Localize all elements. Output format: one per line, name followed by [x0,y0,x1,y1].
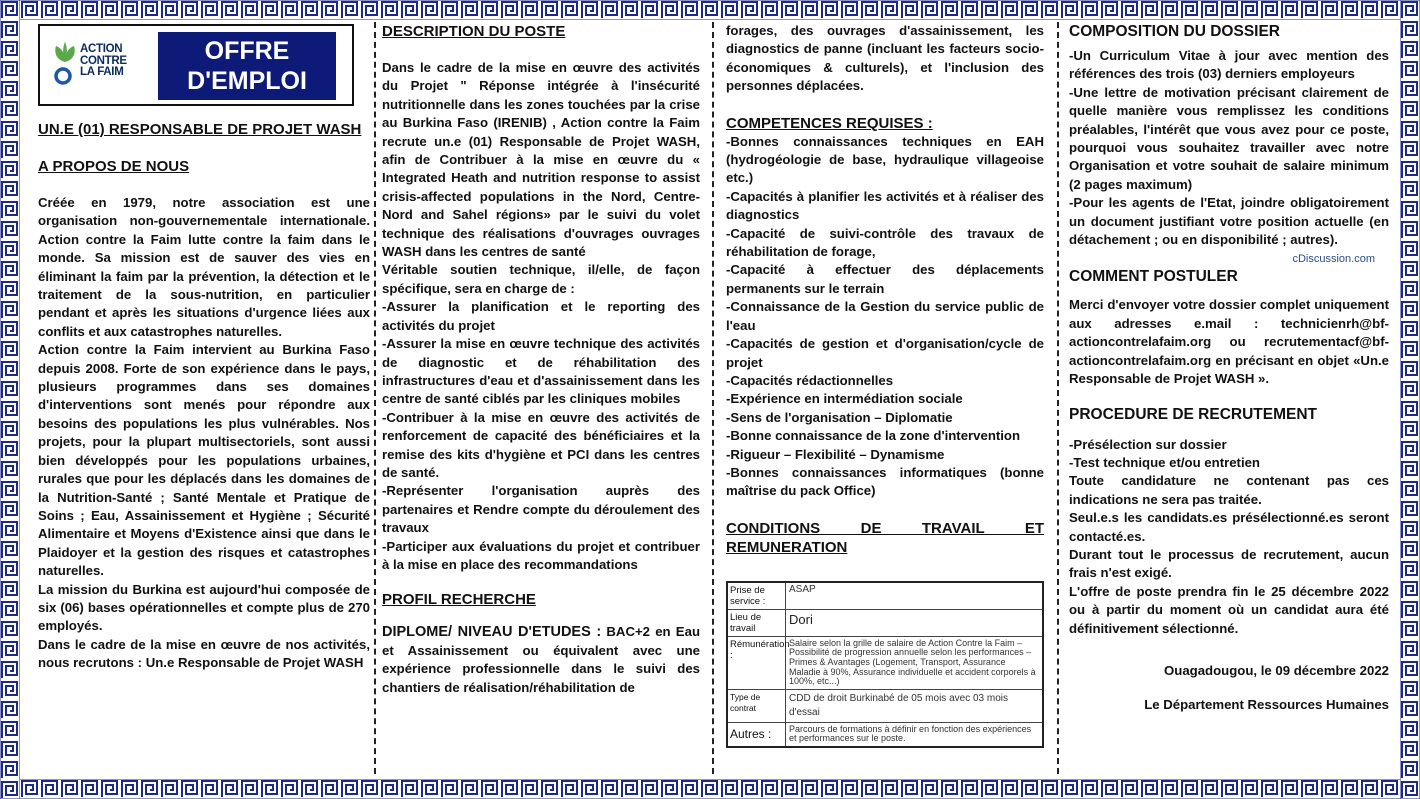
competence-item: -Expérience en intermédiation sociale [726,391,963,407]
diplome-text [382,623,700,697]
column-application [1069,22,1389,774]
table-row [728,723,1042,746]
competence-item: -Capacité à effectuer des déplacements permanents sur le terrain [726,262,1044,296]
row-value: Salaire selon la grille de salaire de Action Contre la Faim – Possibilité de progression annuelle selon les performances – Primes & Avantages (Logement, Transport, Assurance Maladie à 90%, Assurance individuelle et accident corporels à 100%, etc...) [789,637,1036,687]
column-competences [726,22,1044,774]
diplome-label: DIPLOME/ NIVEAU D'ETUDES : [382,624,602,641]
task-item: -Contribuer à la mise en œuvre des activités de renforcement de capacité des bénéficiaires et la remise des kits d'hygiène et PCI dans les centres de santé. [382,409,700,480]
row-value: ASAP [789,583,816,595]
row-label: Autres : [728,723,786,746]
row-value: CDD de droit Burkinabé de 05 mois avec 03 mois d'essai [789,692,1008,718]
diplome-continuation: forages, des ouvrages d'assainissement, les diagnostics de panne (incluant les facteurs socio-économiques & culturels), et l'inclusion des personnes déplacées. [726,23,1044,94]
about-paragraph: Créée en 1979, notre association est une organisation non-gouvernementale internationale. Action contre la Faim lutte contre la faim dans le monde. Sa mission est de sauver des vies en éliminant la faim par la prévention, la détection et le traitement de la sous-nutrition, en particulier pendant et après les situations d'urgence liées aux conflits et aux catastrophes naturelles. [38,195,370,339]
conditions-table [726,581,1044,748]
competence-item: -Bonne connaissance de la zone d'intervention [726,428,1021,444]
postuler-text: Merci d'envoyer votre dossier complet uniquement aux adresses e.mail : technicienrh@bf-actioncontrelafaim.org ou recrutementacf@bf-actioncontrelafaim.org en précisant en objet «Un.e Responsable de Projet WASH ». [1069,297,1389,387]
column-about [38,22,370,774]
table-row [728,610,1042,637]
procedure-item: L'offre de poste prendra fin le 25 décembre 2022 ou à partir du moment où un candidat aura été définitivement sélectionné. [1069,583,1389,636]
place-date: Ouagadougou, le 09 décembre 2022 [1164,662,1389,678]
competence-item: -Sens de l'organisation – Diplomatie [726,409,953,425]
dossier-item: -Une lettre de motivation précisant clairement de quelle manière vous remplissez les conditions préalables, l'intérêt que vous avez pour ce poste, pourquoi vous souhaitez travailler avec notre Organisation et votre souhait de salaire minimum (2 pages maximum) [1069,84,1389,192]
about-heading: A PROPOS DE NOUS [38,158,190,175]
dossier-item: -Pour les agents de l'Etat, joindre obligatoirement un document justifiant votre position actuelle (en détachement ; ou en disponibilité ; autres). [1069,195,1389,248]
conditions-heading: CONDITIONS DE TRAVAIL ET REMUNERATION [726,519,1044,556]
greek-key-border-left [0,0,20,799]
procedure-item: -Présélection sur dossier [1069,436,1227,452]
logo-text: ACTION CONTRE LA FAIM [80,43,127,78]
task-item: -Assurer la planification et le reporting des activités du projet [382,299,700,333]
department-signature: Le Département Ressources Humaines [1144,696,1389,712]
task-item: -Assurer la mise en œuvre technique des activités de diagnostic et de réhabilitation des infrastructures d'eau et d'assainissement dans les centre de santé ciblés par les cliniques mobiles [382,336,700,407]
column-description [382,22,700,774]
competences-heading: COMPETENCES REQUISES : [726,114,933,132]
competence-item: -Bonnes connaissances informatiques (bonne maîtrise du pack Office) [726,464,1044,499]
procedure-item: Seul.e.s les candidats.es présélectionné.es seront contacté.es. [1069,510,1389,544]
about-paragraph: Action contre la Faim intervient au Burkina Faso depuis 2008. Forte de son expérience dans le pays, plusieurs programmes dans ses domaines d'interventions sont menés pour répondre aux besoins des populations les plus vulnérables. Nos projets, pour la plupart multisectoriels, sont aussi bien développés pour les populations urbaines, rurales que pour les déplacés dans les domaines de la Nutrition-Santé ; Santé Mentale et Pratique de Soins ; Eau, Assainissement et Hygiène ; Sécurité Alimentaire et Moyens d'Existence ainsi que dans le Plaidoyer et la gestion des risques et catastrophes naturelles. [38,342,370,579]
row-value: Parcours de formations à définir en fonction des expériences et performances sur le poste. [789,723,1032,744]
task-item: -Représenter l'organisation auprès des partenaires et Rendre compte du déroulement des travaux [382,483,700,536]
procedure-item: Durant tout le processus de recrutement, aucun frais n'est exigé. [1069,546,1389,581]
watermark: cDiscussion.com [1292,253,1375,266]
about-paragraph: Dans le cadre de la mise en œuvre de nos activités, nous recrutons : Un.e Responsable de Projet WASH [38,636,370,671]
row-label: Rémunération : [728,637,786,689]
job-title: UN.E (01) RESPONSABLE DE PROJET WASH [38,121,362,138]
description-lead: Véritable soutien technique, il/elle, de façon spécifique, sera en charge de : [382,262,700,296]
acf-logo [52,42,144,90]
postuler-heading: COMMENT POSTULER [1069,268,1238,286]
greek-key-border-top [0,0,1420,20]
table-row [728,690,1042,723]
column-divider [374,22,376,774]
dossier-heading: COMPOSITION DU DOSSIER [1069,23,1280,40]
row-label: Type de contrat [728,690,786,722]
procedure-heading: PROCEDURE DE RECRUTEMENT [1069,405,1318,423]
offre-emploi-banner: OFFRE D'EMPLOI [158,32,336,100]
diplome-body: BAC+2 en Eau et Assainissement ou équivalent avec une expérience professionnelle dans le suivi des chantiers de réalisation/réhabilitation de [382,624,700,695]
competence-item: -Connaissance de la Gestion du service public de l'eau [726,299,1044,333]
procedure-item: -Test technique et/ou entretien [1069,454,1260,470]
competence-item: -Bonnes connaissances techniques en EAH (hydrogéologie de base, hydraulique villageoise etc.) [726,133,1044,186]
greek-key-border-right [1400,0,1420,799]
row-value: Dori [789,611,813,627]
competence-item: -Capacités à planifier les activités et à réaliser des diagnostics [726,188,1044,223]
header-box [38,24,354,106]
row-label: Prise de service : [728,583,786,609]
about-paragraph: La mission du Burkina est aujourd'hui composée de six (06) bases opérationnelles et compte plus de 270 employés. [38,581,370,634]
column-divider [1057,22,1059,774]
competence-item: -Capacité de suivi-contrôle des travaux de réhabilitation de forage, [726,225,1044,260]
dossier-item: -Un Curriculum Vitae à jour avec mention des références des trois (03) derniers employeurs [1069,48,1389,82]
acf-leaf-icon [52,42,78,90]
greek-key-border-bottom [0,779,1420,799]
job-offer-page [28,22,1392,774]
task-item: -Participer aux évaluations du projet et contribuer à la mise en place des recommandations [382,538,700,572]
column-divider [712,22,714,774]
profil-heading: PROFIL RECHERCHE [382,591,536,609]
competence-item: -Rigueur – Flexibilité – Dynamisme [726,446,945,462]
description-intro: Dans le cadre de la mise en œuvre des activités du Projet " Réponse intégrée à l'insécurité nutritionnelle dans les zones touchées par la crise au Burkina Faso (IRENIB) , Action contre la Faim recrute un.e (01) Responsable de Projet WASH, afin de Contribuer à la mise en œuvre du « Integrated Heath and nutrition response to assist crisis-affected populations in the Nord, Centre-Nord and Sahel régions» par le suivi du volet technique des réalisations d'ouvrages ouvrages WASH dans les centres de santé [382,60,700,260]
row-label: Lieu de travail [728,610,786,636]
table-row [728,637,1042,690]
table-row [728,583,1042,610]
competence-item: -Capacités rédactionnelles [726,372,894,388]
procedure-item: Toute candidature ne contenant pas ces indications ne sera pas traitée. [1069,473,1389,507]
description-heading: DESCRIPTION DU POSTE [382,23,566,40]
competence-item: -Capacités de gestion et d'organisation/cycle de projet [726,336,1044,370]
